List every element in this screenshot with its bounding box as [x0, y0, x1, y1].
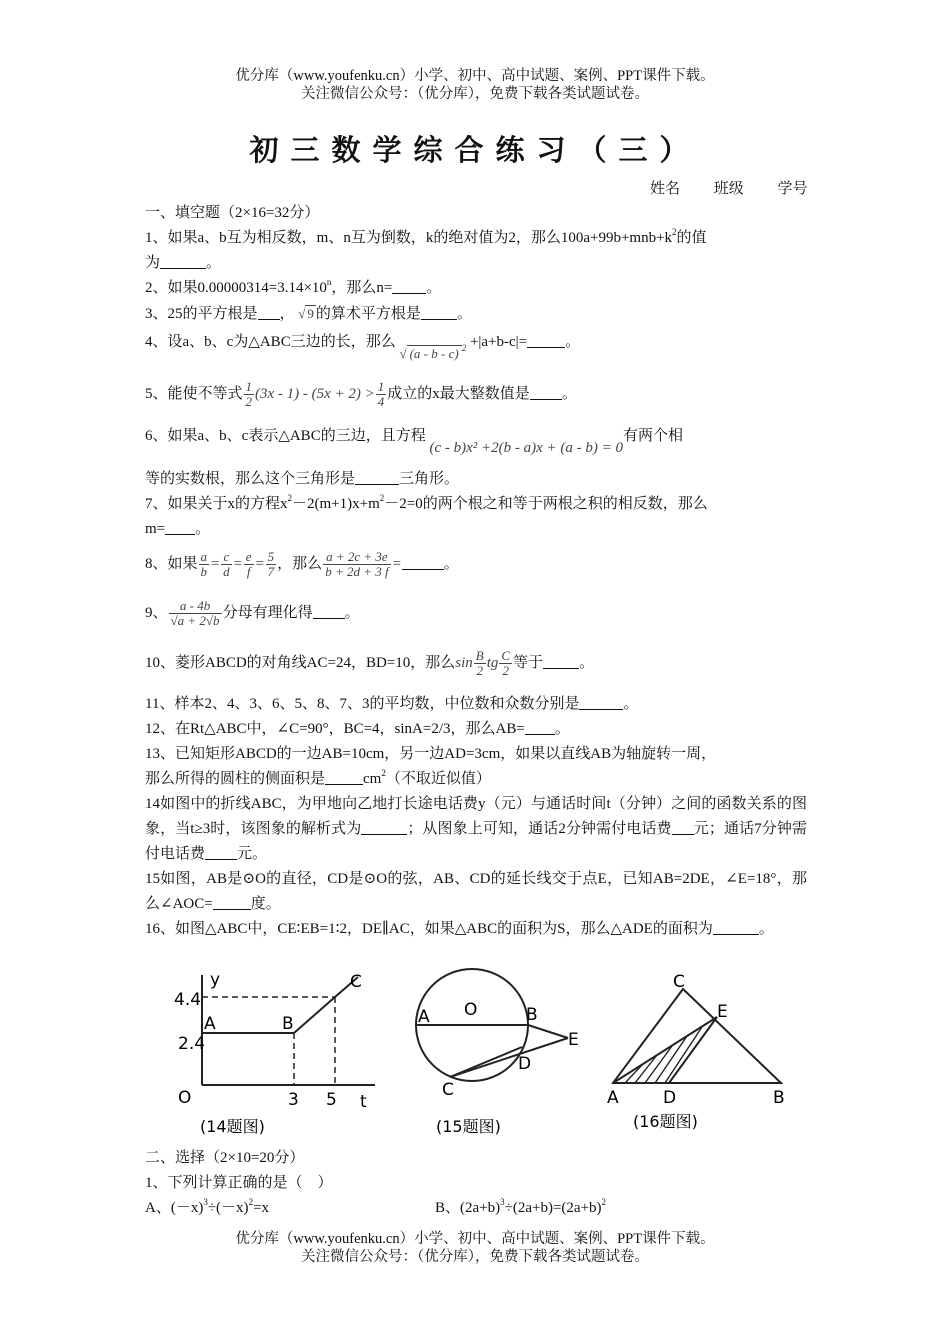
- q8-frac-2: $\frac{c}{d}$: [223, 549, 230, 580]
- q4-radical: √ (a - b - c) $^2$: [399, 343, 467, 361]
- point-d-label: D: [518, 1054, 532, 1074]
- period: 。: [426, 280, 442, 296]
- question-15: [145, 867, 807, 917]
- period: 。: [344, 605, 360, 621]
- q13-text-b: 那么所得的圆柱的侧面积是: [145, 771, 326, 787]
- answer-blank[interactable]: [355, 468, 399, 485]
- chord-cd: [450, 1047, 522, 1077]
- header-line-2: 关注微信公众号：（优分库），免费下载各类试题试卷。: [301, 86, 649, 102]
- answer-blank[interactable]: [530, 383, 562, 400]
- point-d-label: D: [663, 1088, 677, 1108]
- q7-text-c: －2=0的两个根之和等于两根之积的相反数，那么: [384, 496, 708, 512]
- segment-bc-lower: [294, 997, 335, 1033]
- question-1-cont: [145, 251, 807, 276]
- period: 。: [554, 721, 570, 737]
- period: 。: [195, 521, 211, 537]
- footer-line-1: 优分库（www.youfenku.cn）小学、初中、高中试题、案例、PPT课件下载。: [235, 1231, 715, 1247]
- option-a[interactable]: A、$(-x)^3\div(-x)^2=x$: [145, 1197, 270, 1216]
- answer-blank[interactable]: [672, 818, 694, 835]
- period: 。: [565, 334, 581, 350]
- q3-text: 3、25的平方根是: [145, 306, 258, 322]
- sqrt-9: √ 9: [298, 306, 314, 321]
- q10-frac-c: $\frac{C}{2}$: [501, 648, 511, 679]
- q8-text-b: ，那么: [277, 556, 323, 572]
- answer-blank[interactable]: [213, 893, 251, 910]
- choice-options: [145, 1196, 807, 1221]
- question-11: [145, 692, 807, 717]
- page-title: 初三数学综合练习（三）: [249, 135, 701, 167]
- q8-frac-result: $\frac{a + 2c + 3e}{b + 2d + 3 f}$: [325, 549, 389, 580]
- number-label: 学号: [777, 181, 808, 197]
- point-b-label: B: [282, 1014, 294, 1034]
- question-13-cont: 那么所得的圆柱的侧面积是 $cm^2$（不取近似值）: [145, 768, 491, 787]
- t-tick-label: 5: [326, 1090, 337, 1110]
- q13-unit: cm: [363, 771, 382, 787]
- q1-text: 1、如果a、b互为相反数，m、n互为倒数，k的绝对值为2，那么100a+99b+mnb+k: [145, 230, 673, 246]
- q8-frac-1: $\frac{a}{b}$: [200, 549, 208, 580]
- q5-frac-half: $\frac{1}{2}$: [245, 379, 253, 410]
- figure-16: [605, 965, 805, 1145]
- q9-text-b: 分母有理化得: [222, 605, 313, 621]
- q16-text: 16、如图△ABC中，CE∶EB=1∶2，DE∥AC，如果△ABC的面积为S，那么△ADE的面积为: [145, 921, 713, 937]
- answer-blank[interactable]: [165, 518, 195, 535]
- q8-frac-3: $\frac{e}{f}$: [245, 549, 252, 580]
- q14-text-b: ；从图象上可知，通话2分钟需付电话费: [407, 821, 672, 837]
- q5-text-b: 成立的x最大整数值是: [387, 386, 530, 402]
- class-label: 班级: [713, 181, 744, 197]
- section2-heading: 二、选择（2×10=20分）: [145, 1150, 305, 1166]
- question-6: [145, 421, 807, 456]
- q7-text-b: －2(m+1)x+m: [292, 496, 380, 512]
- question-7: 7、如果关于x的方程$x^2-2(m+1)x+m^2-2=0$的两个根之和等于两根之积的相反数，那么: [145, 493, 708, 512]
- point-a-label: A: [204, 1014, 216, 1034]
- point-e-label: E: [717, 1002, 728, 1022]
- q11-text: 11、样本2、4、3、6、5、8、7、3的平均数，中位数和众数分别是: [145, 696, 580, 712]
- t-axis-label: t: [360, 1092, 367, 1112]
- choice-question-1: 1、下列计算正确的是（ ）: [145, 1175, 333, 1191]
- q3-text-c: 的算术平方根是: [315, 306, 421, 322]
- exam-content: [145, 201, 807, 942]
- question-2: 2、如果$0.00000314=3.14\times 10^n$，那么n= 。: [145, 277, 442, 296]
- answer-blank[interactable]: [313, 602, 345, 619]
- period: 。: [579, 655, 595, 671]
- origin-label: O: [178, 1088, 192, 1108]
- q8-frac-4: $\frac{5}{7}$: [267, 549, 275, 580]
- question-1: [145, 226, 807, 251]
- q9-fraction: $\frac{a - 4b}{√a + 2√b}$: [170, 598, 220, 629]
- period: 。: [758, 921, 774, 937]
- point-b-label: B: [526, 1005, 538, 1025]
- student-info: [650, 177, 808, 198]
- figure-15-caption: (15题图): [436, 1117, 501, 1136]
- question-13: [145, 742, 807, 767]
- answer-blank[interactable]: [525, 718, 555, 735]
- header-line-1: 优分库（www.youfenku.cn）小学、初中、高中试题、案例、PPT课件下载。: [235, 68, 715, 84]
- line-be: [528, 1025, 568, 1038]
- segment-de: [669, 1017, 717, 1083]
- answer-blank[interactable]: [160, 252, 206, 269]
- name-label: 姓名: [650, 181, 681, 197]
- answer-blank[interactable]: [258, 303, 280, 320]
- q15-text: 15如图，AB是⊙O的直径，CD是⊙O的弦，AB、CD的延长线交于点E，已知AB=2DE，∠E=18°，那么∠AOC=: [145, 871, 807, 912]
- figure-16-caption: (16题图): [633, 1112, 698, 1131]
- t-tick-label: 3: [288, 1090, 299, 1110]
- line-ce: [450, 1038, 568, 1077]
- y-tick-label: 4.4: [174, 990, 202, 1010]
- q1-exponent: 2: [672, 227, 677, 237]
- q4-text-b: +|a+b-c|=: [469, 334, 528, 350]
- answer-blank[interactable]: [527, 331, 565, 348]
- q10-frac-b: $\frac{B}{2}$: [475, 648, 484, 679]
- q7-text-d: m=: [145, 521, 166, 537]
- q10-text-b: 等于: [513, 655, 544, 671]
- option-b[interactable]: B、$(2a+b)^3\div(2a+b)=(2a+b)^2$: [435, 1197, 607, 1216]
- q5-text: 5、能使不等式: [145, 386, 243, 402]
- point-o-label: O: [464, 1000, 478, 1020]
- point-a-label: A: [607, 1088, 619, 1108]
- y-tick-label: 2.4: [178, 1034, 206, 1054]
- q2-text: 2、如果0.00000314=3.14×10: [145, 280, 327, 296]
- period: 。: [561, 386, 577, 402]
- point-c-label: C: [442, 1080, 454, 1100]
- q15-text-b: 度。: [250, 896, 281, 912]
- q14-text-d: 元。: [237, 846, 268, 862]
- q9-text: 9、: [145, 605, 168, 621]
- q6-text-b: 有两个相: [623, 428, 684, 444]
- question-3: [145, 301, 807, 327]
- answer-blank[interactable]: [205, 843, 237, 860]
- q1-cont: 为: [145, 255, 161, 271]
- footer-line-2: 关注微信公众号：（优分库），免费下载各类试题试卷。: [301, 1249, 649, 1265]
- answer-blank[interactable]: [361, 818, 407, 835]
- q2-text-b: ，那么n=: [331, 280, 393, 296]
- question-10: 10、菱形ABCD的对角线AC=24，BD=10，那么sin $\frac{B}{2}$ tg $\frac{C}{2}$ 等于 。: [145, 648, 595, 679]
- q5-frac-quarter: $\frac{1}{4}$: [377, 379, 385, 410]
- section-2: [145, 1146, 807, 1221]
- q12-text: 12、在Rt△ABC中，∠C=90°，BC=4，sinA=2/3，那么AB=: [145, 721, 525, 737]
- q6-text: 6、如果a、b、c表示△ABC的三边，且方程: [145, 428, 426, 444]
- q13-text-d: （不取近似值）: [385, 771, 491, 787]
- point-c-label: C: [350, 972, 362, 992]
- answer-blank[interactable]: [579, 693, 623, 710]
- period: 。: [623, 696, 639, 712]
- question-14: [145, 792, 807, 867]
- q1-text-end: 的值: [676, 230, 707, 246]
- question-9: [145, 590, 807, 636]
- q14-text-c: 元；通话7分钟需付电话费: [145, 821, 807, 862]
- q14-text: 14如图中的折线ABC，为甲地向乙地打长途电话费y（元）与通话时间t（分钟）之间的函数关系的图象，当t≥3时，该图象的解析式为: [145, 796, 807, 837]
- question-4: [145, 327, 807, 373]
- period: 。: [456, 306, 472, 322]
- y-axis-label: y: [210, 970, 221, 990]
- answer-blank[interactable]: [402, 553, 444, 570]
- question-12: [145, 717, 807, 742]
- figure-15: [410, 965, 610, 1145]
- figures: [160, 965, 810, 1145]
- q13-text: 13、已知矩形ABCD的一边AB=10cm，另一边AD=3cm，如果以直线AB为轴旋转一周，: [145, 746, 717, 762]
- q7-text: 7、如果关于x的方程x: [145, 496, 288, 512]
- question-5: [145, 373, 807, 415]
- section1-heading: 一、填空题（2×16=32分）: [145, 205, 320, 221]
- question-8: 8、如果 $\frac{a}{b}$ = $\frac{c}{d}$ = $\frac{e}{f}$ = $\frac{5}{7}$ ，那么 $\frac{a + 2c + 3e}{b + 2d + 3 f}$ = 。: [145, 549, 459, 580]
- figure-14-caption: (14题图): [200, 1117, 265, 1136]
- answer-blank[interactable]: [325, 768, 363, 785]
- point-a-label: A: [418, 1007, 430, 1027]
- answer-blank[interactable]: [421, 303, 457, 320]
- answer-blank[interactable]: [392, 277, 426, 294]
- q6-equation: (c - b)x² +2(b - a)x + (a - b) = 0: [429, 440, 623, 456]
- question-6-cont: [145, 467, 807, 492]
- question-7-cont: [145, 517, 807, 542]
- period: 。: [443, 556, 459, 572]
- figure-14: [160, 965, 390, 1145]
- q6-text-d: 三角形。: [399, 471, 460, 487]
- q4-text: 4、设a、b、c为△ABC三边的长，那么: [145, 334, 396, 350]
- period: 。: [206, 255, 222, 271]
- point-c-label: C: [673, 972, 685, 992]
- question-16: [145, 917, 807, 942]
- q10-text: 10、菱形ABCD的对角线AC=24，BD=10，那么: [145, 655, 456, 671]
- q5-expression: (3x - 1) - (5x + 2) >: [255, 386, 375, 402]
- q8-text: 8、如果: [145, 556, 198, 572]
- point-e-label: E: [568, 1030, 579, 1050]
- answer-blank[interactable]: [543, 652, 579, 669]
- q6-text-c: 等的实数根，那么这个三角形是: [145, 471, 356, 487]
- answer-blank[interactable]: [713, 918, 759, 935]
- q3-comma: ，: [279, 306, 295, 322]
- point-b-label: B: [773, 1088, 785, 1108]
